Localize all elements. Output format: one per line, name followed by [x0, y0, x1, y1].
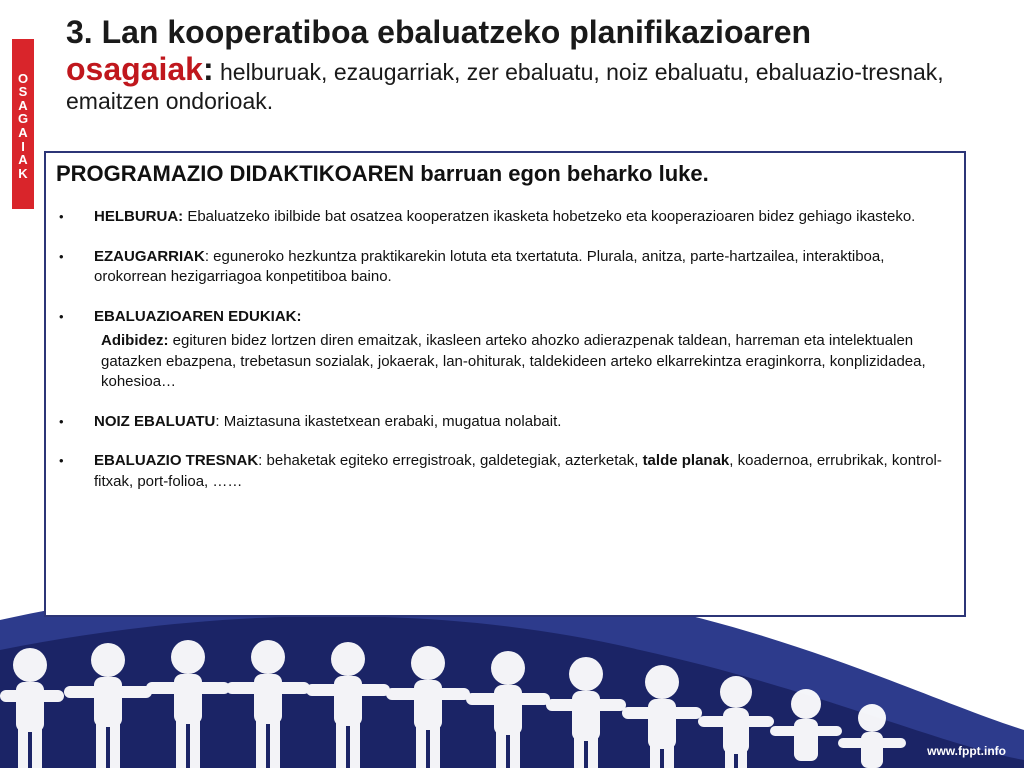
item-label: EBALUAZIO TRESNAK	[94, 452, 259, 469]
list-item	[56, 247, 954, 288]
box-heading	[56, 161, 954, 187]
item-text: Ebaluatzeko ibilbide bat osatzea kooperatzen ikasketa hobetzeko eta kooperazioaren bidez gehiago ikasteko.	[183, 208, 916, 225]
box-heading-rest: barruan egon beharko luke.	[414, 161, 709, 186]
title-rest: helburuak, ezaugarriak, zer ebaluatu, noiz ebaluatu, ebaluazio-tresnak, emaitzen ondorioak.	[66, 58, 944, 114]
side-tag-letter: K	[18, 165, 28, 181]
item-label: EZAUGARRIAK	[94, 247, 205, 265]
side-tag-letter: A	[18, 152, 28, 168]
side-tag-letter: S	[18, 84, 28, 100]
side-tag-letter: A	[18, 125, 28, 140]
example-text: egituren bidez lortzen diren emaitzak, ikasleen arteko ahozko adierazpenak taldean, harreman eta intelektualen gatazken ebazpena, trebetasun sozialak, jokaerak, lan-ohiturak, taldekideen arteko elkarrekintza eraginkorra, konplizidadea, kohesioa…	[101, 332, 926, 390]
side-tag-letter: O	[17, 70, 29, 86]
item-label: HELBURUA:	[94, 208, 184, 225]
item-bold-mid: talde planak	[642, 452, 730, 469]
item-text: : Maiztasuna ikastetxean erabaki, mugatua nolabait.	[215, 412, 562, 430]
content-box	[44, 151, 966, 617]
list-item	[56, 307, 954, 393]
item-text: : behaketak egiteko erregistroak, galdetegiak, azterketak,	[258, 452, 643, 469]
footer-url: www.fppt.info	[927, 744, 1006, 758]
item-text-end: , koadernoa, errubrikak, kontrol-fitxak, port-folioa, ……	[94, 452, 942, 490]
item-label: NOIZ EBALUATU	[94, 412, 216, 430]
item-text: : eguneroko hezkuntza praktikarekin lotuta eta txertatuta. Plurala, anitza, parte-hartzailea, interaktiboa, orokorrean hezigarriagoa konpetitiboa baino.	[94, 247, 885, 285]
slide-title	[66, 14, 966, 114]
box-heading-bold: PROGRAMAZIO DIDAKTIKOAREN	[56, 161, 415, 186]
side-tag-letter: G	[17, 111, 29, 127]
side-tag	[12, 39, 34, 209]
list-item	[56, 451, 954, 492]
title-highlight: osagaiak	[66, 50, 203, 87]
list-item	[56, 207, 954, 228]
example-label: Adibidez:	[101, 332, 169, 349]
title-line-1: 3. Lan kooperatiboa ebaluatzeko planifikazioaren	[66, 14, 812, 50]
example-paragraph	[94, 331, 954, 393]
list-item	[56, 412, 954, 433]
title-colon: :	[202, 50, 214, 87]
side-tag-letter: A	[18, 97, 28, 113]
item-label: EBALUAZIOAREN EDUKIAK:	[94, 307, 302, 325]
bullet-list	[56, 207, 954, 492]
side-tag-letter: I	[21, 138, 25, 154]
